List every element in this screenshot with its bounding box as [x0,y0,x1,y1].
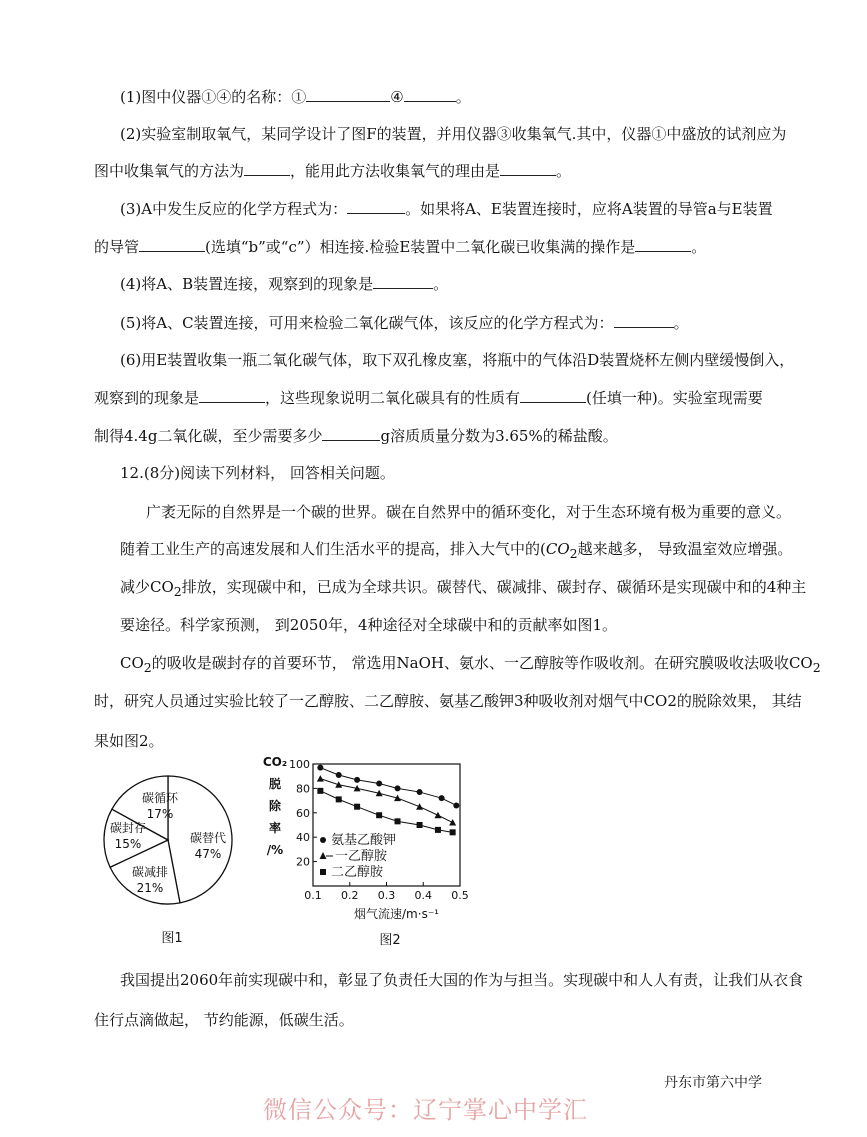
question-6-line-2 [94,388,763,408]
question-1 [120,87,471,107]
q1-text-2: ④ [390,88,404,106]
subscript: 2 [812,660,821,675]
answer-blank [139,237,205,252]
subscript: 2 [569,546,578,561]
y-axis-label: CO₂ [262,755,288,769]
data-point [354,804,360,810]
answer-blank [500,161,556,176]
pie-value-label: 21% [136,881,164,895]
figure-2-caption: 图2 [379,933,401,948]
q5-text: (5)将A、C装置连接，可用来检验二氧化碳气体，该反应的化学方程式为： [120,314,614,332]
legend-marker [320,837,326,843]
question-5 [120,313,689,333]
q1-text-3: 。 [455,88,471,106]
y-axis-label: /% [266,843,284,857]
q4-text-2: 。 [433,275,449,293]
y-axis-label: 脱 [268,777,282,791]
x-tick-label: 0.2 [341,889,359,902]
passage-line: 时，研究人员通过实验比较了一乙醇胺、二乙醇胺、氨基乙酸钾3种吸收剂对烟气中CO2的脱除效果， 其结 [94,692,802,710]
legend-marker [320,852,327,859]
passage-line [120,539,792,564]
subscript: 2 [173,584,182,599]
data-point [449,819,456,826]
x-tick-label: 0.1 [304,889,322,902]
y-axis-label: 率 [268,821,282,835]
data-point [335,781,342,788]
data-point [439,795,445,801]
data-point [416,803,423,810]
passage-text-2: 的吸收是碳封存的首要环节， 常选用NaOH、氨水、一乙醇胺等作吸收剂。在研究膜吸收法吸收CO [151,654,813,672]
subscript: 2 [143,660,152,675]
data-point [336,796,342,802]
pie-label: 碳减排 [131,865,169,879]
passage-text: 减少CO [120,578,174,596]
answer-blank [347,199,405,214]
q2-text-3: 。 [556,162,572,180]
passage-line: 果如图2。 [94,732,164,750]
passage-text-2: 越来越多， 导致温室效应增强。 [577,540,793,558]
y-tick-label: 60 [296,806,310,820]
y-tick-label: 80 [296,782,310,796]
y-tick-label: 40 [296,831,310,845]
answer-blank [322,426,380,441]
data-point [417,789,423,795]
passage-text: 随着工业生产的高速发展和人们生活水平的提高，排入大气中的( [120,540,546,558]
answer-blank [244,161,290,176]
school-name: 丹东市第六中学 [664,1075,762,1091]
legend-label: 氨基乙酸钾 [331,833,397,848]
question-3-line-2 [94,237,706,257]
x-tick-label: 0.4 [414,889,432,902]
data-point [417,822,423,828]
answer-blank [373,274,433,289]
q4-text: (4)将A、B装置连接，观察到的现象是 [120,275,374,293]
q3-text: (3)A中发生反应的化学方程式为： [120,200,348,218]
legend-label: 一乙醇胺 [335,849,388,864]
q1-text: (1)图中仪器①④的名称：① [120,88,307,106]
q3-text-4: (选填“b”或“c”）相连接.检验E装置中二氧化碳已收集满的操作是 [205,238,636,256]
data-point [354,777,360,783]
passage-line: 我国提出2060年前实现碳中和，彰显了负责任大国的作为与担当。实现碳中和人人有责，让我们从衣食 [120,971,804,989]
answer-blank [404,87,456,102]
data-point [435,827,441,833]
data-point [336,772,342,778]
legend-marker [320,869,326,875]
x-tick-label: 0.3 [377,889,396,902]
question-6-line-3 [94,426,618,446]
passage-text-2: 排放，实现碳中和，已成为全球共识。碳替代、碳减排、碳封存、碳循环是实现碳中和的4种主 [181,578,807,596]
data-point [376,812,382,818]
question-4 [120,274,448,294]
watermark: 微信公众号：辽宁掌心中学汇 [263,1096,588,1124]
q3-text-5: 。 [691,238,707,256]
q6-text-2: ，这些现象说明二氧化碳具有的性质有 [265,389,521,407]
y-tick-label: 100 [289,758,310,771]
data-point [317,788,323,794]
data-point [395,818,401,824]
figure-1-pie-chart [100,760,250,950]
passage-line: 住行点滴做起， 节约能源，低碳生活。 [94,1011,354,1029]
data-point [317,765,323,771]
figure-2-line-chart [255,752,485,952]
data-point [376,781,382,787]
question-6-line-1: (6)用E装置收集一瓶二氧化碳气体，取下双孔橡皮塞，将瓶中的气体沿D装置烧杯左侧内壁缓慢倒入， [120,351,795,369]
y-axis-label: 除 [268,799,282,813]
q3-text-3: 的导管 [94,238,140,256]
legend-label: 二乙醇胺 [331,865,384,880]
answer-blank [614,313,674,328]
co2-formula: CO [545,540,570,558]
data-point [450,829,456,835]
data-point [395,785,401,791]
passage-line: 要途径。科学家预测， 到2050年，4种途径对全球碳中和的贡献率如图1。 [120,616,618,634]
pie-value-label: 15% [114,837,142,851]
question-2-line-1: (2)实验室制取氧气，某同学设计了图F的装置，并用仪器③收集氧气.其中，仪器①中盛放的试剂应为 [120,125,787,143]
q2-text-2: ，能用此方法收集氧气的理由是 [290,162,501,180]
passage-line: 广袤无际的自然界是一个碳的世界。碳在自然界中的循环变化，对于生态环境有极为重要的意义。 [146,503,792,521]
question-12-header: 12.(8分)阅读下列材料， 回答相关问题。 [120,464,395,482]
q6-text: 观察到的现象是 [94,389,200,407]
q6-text-3: (任填一种)。实验室现需要 [586,389,763,407]
data-point [317,775,324,782]
pie-label: 碳循环 [141,791,179,805]
y-tick-label: 20 [296,855,310,869]
q2-text: 图中收集氧气的方法为 [94,162,245,180]
x-axis-label: 烟气流速/m·s⁻¹ [354,907,439,921]
q5-text-2: 。 [673,314,689,332]
passage-line [120,653,821,678]
pie-value-label: 17% [146,807,174,821]
data-point [434,812,441,819]
pie-label: 碳封存 [109,821,147,835]
q6-text-5: g溶质质量分数为3.65%的稀盐酸。 [380,427,618,445]
pie-label: 碳替代 [189,831,227,845]
answer-blank [635,237,691,252]
passage-line [120,577,806,602]
question-2-line-2 [94,161,571,181]
x-tick-label: 0.5 [451,889,469,902]
data-point [453,802,459,808]
q6-text-4: 制得4.4g二氧化碳，至少需要多少 [94,427,323,445]
figure-1-caption: 图1 [161,931,183,946]
pie-value-label: 47% [194,847,222,861]
answer-blank [306,87,390,102]
q3-text-2: 。如果将A、E装置连接时，应将A装置的导管a与E装置 [405,200,773,218]
passage-text: CO [120,654,144,672]
answer-blank [520,388,586,403]
question-3-line-1 [120,199,773,219]
answer-blank [199,388,265,403]
